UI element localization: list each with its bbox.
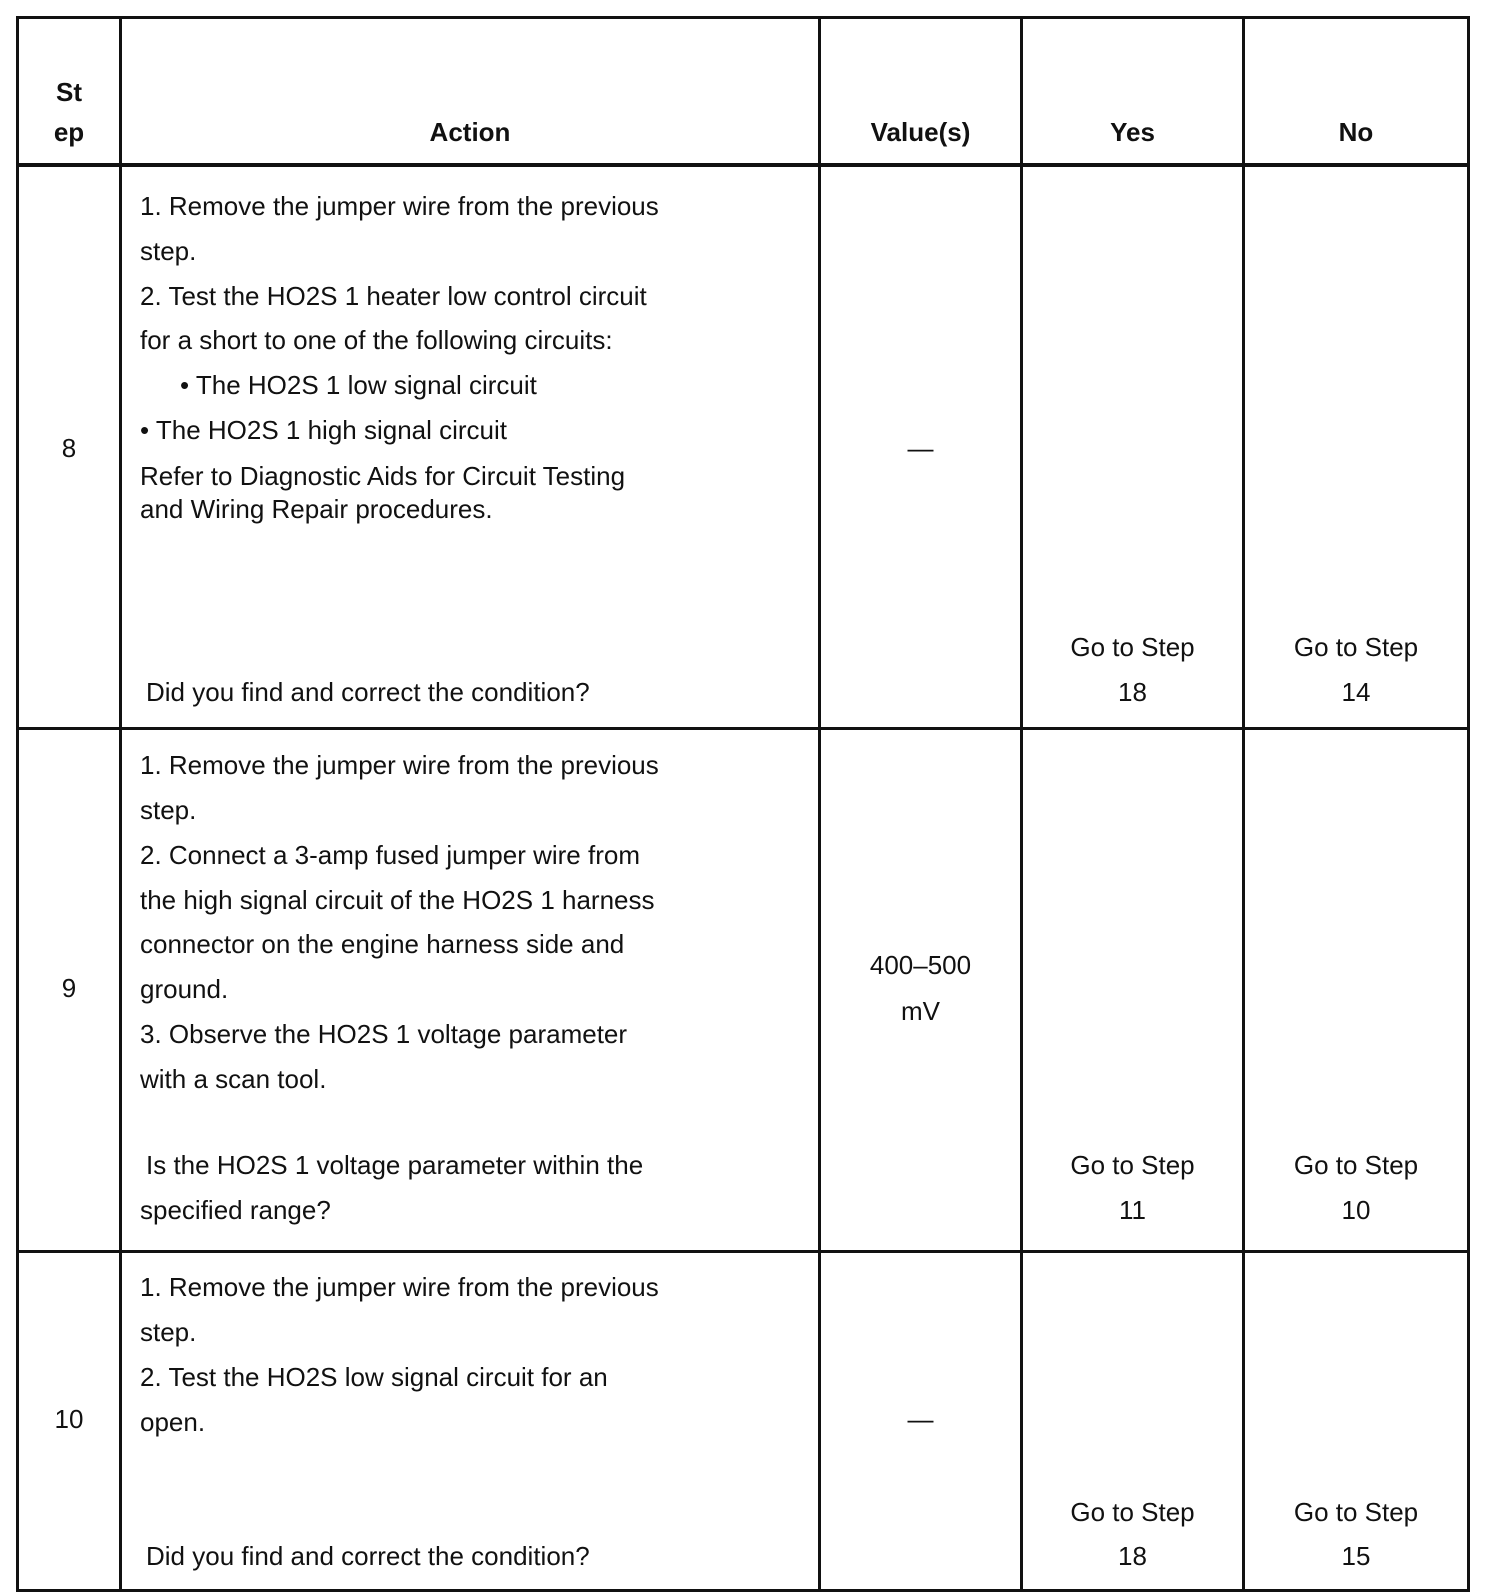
value-cell: — <box>907 433 934 463</box>
action-line: 2. Connect a 3-amp fused jumper wire from <box>140 840 640 870</box>
column-divider <box>1242 16 1245 1592</box>
action-bullet: • The HO2S 1 high signal circuit <box>140 415 508 445</box>
row-divider <box>16 727 1470 730</box>
value-cell: — <box>907 1404 934 1434</box>
action-line: for a short to one of the following circuits: <box>140 325 613 355</box>
action-line: Refer to Diagnostic Aids for Circuit Testing <box>140 461 626 491</box>
action-line: 2. Test the HO2S 1 heater low control circuit <box>140 281 647 311</box>
action-question: Did you find and correct the condition? <box>146 1541 590 1571</box>
action-line: 1. Remove the jumper wire from the previous <box>140 1272 659 1302</box>
action-line: step. <box>140 795 197 825</box>
step-number: 9 <box>61 973 77 1003</box>
action-line: open. <box>140 1407 206 1437</box>
no-goto-step: 14 <box>1341 677 1371 707</box>
table-border-bottom <box>16 1589 1470 1592</box>
row-divider <box>16 1250 1470 1253</box>
action-question: Is the HO2S 1 voltage parameter within the <box>146 1150 644 1180</box>
header-action: Action <box>429 117 511 147</box>
header-step-line2: ep <box>53 117 85 147</box>
yes-goto-step: 11 <box>1119 1195 1146 1225</box>
yes-goto-step: 18 <box>1118 1541 1147 1571</box>
action-line: 1. Remove the jumper wire from the previous <box>140 750 659 780</box>
yes-goto-label: Go to Step <box>1070 1150 1195 1180</box>
header-divider <box>16 163 1470 167</box>
value-cell: 400–500 <box>869 950 972 980</box>
action-line: step. <box>140 1317 197 1347</box>
action-line: ground. <box>140 974 229 1004</box>
no-goto-step: 15 <box>1341 1541 1371 1571</box>
action-line: 1. Remove the jumper wire from the previous <box>140 191 659 221</box>
no-goto-step: 10 <box>1341 1195 1371 1225</box>
table-border-top <box>16 16 1470 19</box>
action-line: connector on the engine harness side and <box>140 929 625 959</box>
yes-goto-label: Go to Step <box>1070 1497 1195 1527</box>
column-divider <box>1020 16 1023 1592</box>
action-question: Did you find and correct the condition? <box>146 677 590 707</box>
yes-goto-step: 18 <box>1118 677 1147 707</box>
action-line: with a scan tool. <box>140 1064 327 1094</box>
no-goto-label: Go to Step <box>1293 1497 1419 1527</box>
action-line: 2. Test the HO2S low signal circuit for an <box>140 1362 608 1392</box>
yes-goto-label: Go to Step <box>1070 632 1195 662</box>
action-line: step. <box>140 236 197 266</box>
table-border-left <box>16 16 19 1592</box>
header-values: Value(s) <box>870 117 971 147</box>
no-goto-label: Go to Step <box>1293 1150 1419 1180</box>
value-unit: mV <box>901 996 940 1026</box>
column-divider <box>818 16 821 1592</box>
header-yes: Yes <box>1110 117 1155 147</box>
action-bullet: • The HO2S 1 low signal circuit <box>180 370 537 400</box>
step-number: 10 <box>54 1404 84 1434</box>
action-line: 3. Observe the HO2S 1 voltage parameter <box>140 1019 628 1049</box>
action-question: specified range? <box>140 1195 331 1225</box>
header-step-line1: St <box>56 77 82 107</box>
column-divider <box>119 16 122 1592</box>
table-border-right <box>1467 16 1470 1592</box>
header-no: No <box>1338 117 1374 147</box>
step-number: 8 <box>61 433 77 463</box>
no-goto-label: Go to Step <box>1293 632 1419 662</box>
action-line: and Wiring Repair procedures. <box>140 494 493 524</box>
action-line: the high signal circuit of the HO2S 1 harness <box>140 885 655 915</box>
